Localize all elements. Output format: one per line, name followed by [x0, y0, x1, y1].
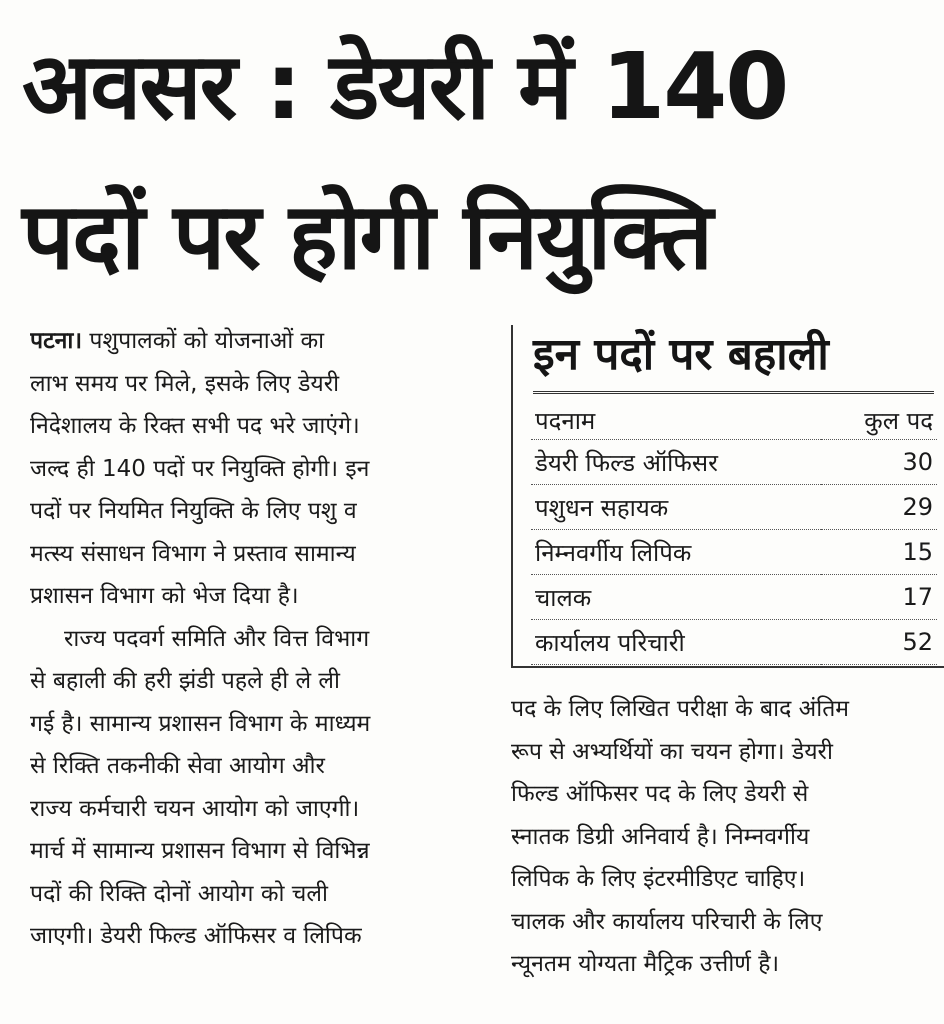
- article-line: मत्स्य संसाधन विभाग ने प्रस्ताव सामान्य: [30, 540, 356, 567]
- article-line: स्नातक डिग्री अनिवार्य है। निम्नवर्गीय: [511, 823, 810, 850]
- article-text: पशुपालकों को योजनाओं का: [82, 328, 325, 354]
- article-line: पदों पर नियमित नियुक्ति के लिए पशु व: [30, 498, 357, 524]
- header-count: कुल पद: [821, 401, 937, 440]
- article-line: लाभ समय पर मिले, इसके लिए डेयरी: [30, 370, 340, 397]
- divider: [533, 391, 934, 394]
- table-header-row: [531, 401, 937, 440]
- article-line: प्रशासन विभाग को भेज दिया है।: [30, 583, 299, 609]
- header-post: पदनाम: [531, 401, 821, 440]
- article-line: मार्च में सामान्य प्रशासन विभाग से विभिन्न: [30, 838, 370, 864]
- article-line: राज्य कर्मचारी चयन आयोग को जाएगी।: [30, 795, 360, 822]
- headline-line-2: पदों पर होगी नियुक्ति: [22, 183, 712, 290]
- article-line: [30, 320, 470, 363]
- article-line: चालक और कार्यालय परिचारी के लिए: [511, 908, 823, 935]
- article-line: लिपिक के लिए इंटरमीडिएट चाहिए।: [511, 866, 806, 892]
- posts-box-title: इन पदों पर बहाली: [533, 329, 829, 380]
- post-count: 15: [821, 530, 937, 575]
- article-line: पद के लिए लिखित परीक्षा के बाद अंतिम: [511, 696, 850, 722]
- table-row: [531, 440, 937, 485]
- article-line: से रिक्ति तकनीकी सेवा आयोग और: [30, 753, 325, 779]
- table-row: [531, 575, 937, 620]
- table-row: [531, 485, 937, 530]
- post-count: 30: [821, 440, 937, 485]
- article-left-column: [30, 320, 470, 958]
- post-count: 29: [821, 485, 937, 530]
- article-line: फिल्ड ऑफिसर पद के लिए डेयरी से: [511, 781, 809, 807]
- post-name: डेयरी फिल्ड ऑफिसर: [531, 440, 821, 485]
- post-name: चालक: [531, 575, 821, 620]
- article-line: जल्द ही 140 पदों पर नियुक्ति होगी। इन: [30, 455, 370, 482]
- post-name: पशुधन सहायक: [531, 485, 821, 530]
- post-count: 52: [821, 620, 937, 665]
- article-line: रूप से अभ्यर्थियों का चयन होगा। डेयरी: [511, 738, 833, 765]
- headline: [22, 12, 922, 312]
- post-name: कार्यालय परिचारी: [531, 620, 821, 665]
- headline-line-1: अवसर : डेयरी में 140: [22, 33, 788, 140]
- article-line: से बहाली की हरी झंडी पहले ही ले ली: [30, 668, 340, 694]
- post-count: 17: [821, 575, 937, 620]
- article-line: राज्य पदवर्ग समिति और वित्त विभाग: [64, 625, 370, 652]
- article-line: निदेशालय के रिक्त सभी पद भरे जाएंगे।: [30, 413, 360, 439]
- dateline: पटना।: [30, 328, 83, 354]
- post-name: निम्नवर्गीय लिपिक: [531, 530, 821, 575]
- article-line: गई है। सामान्य प्रशासन विभाग के माध्यम: [30, 710, 371, 737]
- article-right-column: [511, 688, 939, 986]
- table-row: [531, 530, 937, 575]
- posts-table: [531, 401, 937, 665]
- article-line: पदों की रिक्ति दोनों आयोग को चली: [30, 880, 328, 907]
- article-line: जाएगी। डेयरी फिल्ड ऑफिसर व लिपिक: [30, 923, 362, 949]
- table-row: [531, 620, 937, 665]
- posts-box: [511, 325, 944, 668]
- article-line: न्यूनतम योग्यता मैट्रिक उत्तीर्ण है।: [511, 951, 780, 977]
